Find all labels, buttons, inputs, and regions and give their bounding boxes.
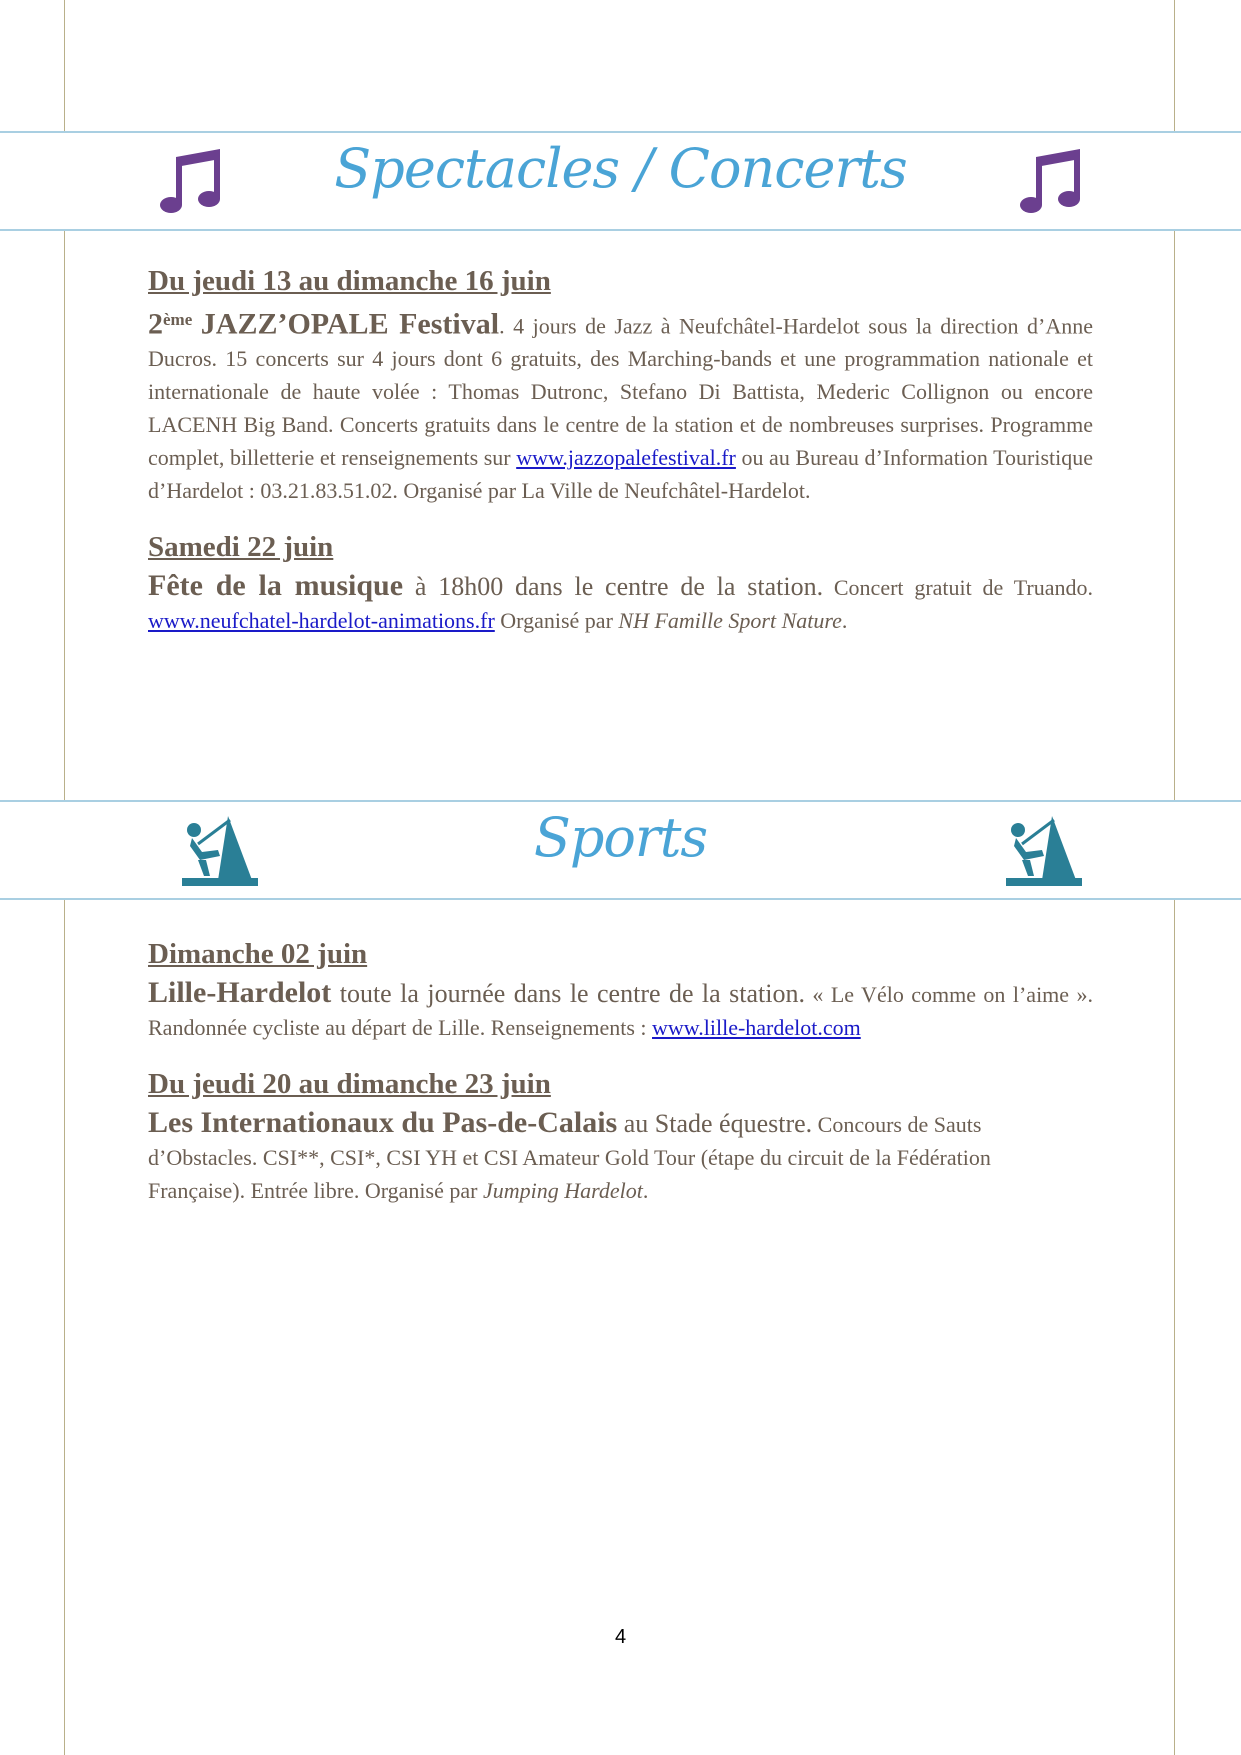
event-organizer: Jumping Hardelot xyxy=(482,1178,643,1203)
event-link[interactable]: www.neufchatel-hardelot-animations.fr xyxy=(148,608,495,634)
event-subtitle: toute la journée dans le centre de la station. xyxy=(331,979,805,1008)
event-text: Concours de Sauts d’Obstacles. CSI**, CSI*, CSI YH et CSI Amateur Gold Tour (étape du circuit de la Fédération Française). Entrée libre. Organisé par xyxy=(148,1112,991,1203)
event-link[interactable]: www.jazzopalefestival.fr xyxy=(516,445,736,471)
concerts-header-band xyxy=(0,131,1241,231)
event-text-end: ou au Bureau d’Information Touristique d’Hardelot : 03.21.83.51.02. Organisé par La Ville de Neufchâtel-Hardelot. xyxy=(148,445,1093,504)
event-subtitle: à 18h00 dans le centre de la station. xyxy=(403,572,824,602)
sports-section-title: Sports xyxy=(533,806,708,869)
page-number: 4 xyxy=(614,1626,627,1648)
event-date: Dimanche 02 juin xyxy=(148,938,368,970)
sports-content xyxy=(148,936,1093,1229)
event-text-end: . xyxy=(841,608,848,634)
event-description xyxy=(148,303,1093,507)
event-link[interactable]: www.lille-hardelot.com xyxy=(652,1015,861,1040)
event-organizer: NH Famille Sport Nature xyxy=(618,608,842,634)
event-description xyxy=(148,1106,1093,1207)
event-name: Les Internationaux du Pas-de-Calais xyxy=(148,1106,618,1139)
event-description xyxy=(148,569,1093,637)
event-name: Lille-Hardelot xyxy=(148,976,332,1009)
sports-header-band xyxy=(0,800,1241,900)
event-ordinal: 2 xyxy=(148,307,163,341)
windsurfer-icon xyxy=(1002,810,1086,894)
event-date: Du jeudi 20 au dimanche 23 juin xyxy=(148,1068,551,1100)
concerts-section-title: Spectacles / Concerts xyxy=(334,137,907,200)
event-name: Fête de la musique xyxy=(148,569,404,603)
event-date: Samedi 22 juin xyxy=(148,531,334,564)
event-date: Du jeudi 13 au dimanche 16 juin xyxy=(148,265,551,297)
event-description xyxy=(148,976,1093,1044)
event-subtitle: au Stade équestre. xyxy=(617,1109,813,1138)
event-ordinal-suffix: ème xyxy=(163,310,193,329)
concerts-content xyxy=(148,263,1093,659)
event-text: « Le Vélo comme on l’aime ». Randonnée cycliste au départ de Lille. Renseignements : xyxy=(148,982,1093,1040)
event-text: . 4 jours de Jazz à Neufchâtel-Hardelot sous la direction d’Anne Ducros. 15 concerts sur 4 jours dont 6 gratuits, des Marching-bands et une programmation nationale et internationale de haute volée : Thomas Dutronc, Stefano Di Battista, Mederic Collignon ou encore LACENH Big Band. Concerts gratuits dans le centre de la station et de nombreuses surprises. Programme complet, billetterie et renseignements sur xyxy=(148,313,1093,471)
event-text: Concert gratuit de Truando. xyxy=(823,575,1093,601)
event-text-end: . xyxy=(642,1178,649,1203)
event-name: JAZZ’OPALE Festival xyxy=(200,307,500,341)
event-text-organizer: Organisé par xyxy=(494,608,619,634)
music-note-icon xyxy=(1018,147,1086,217)
